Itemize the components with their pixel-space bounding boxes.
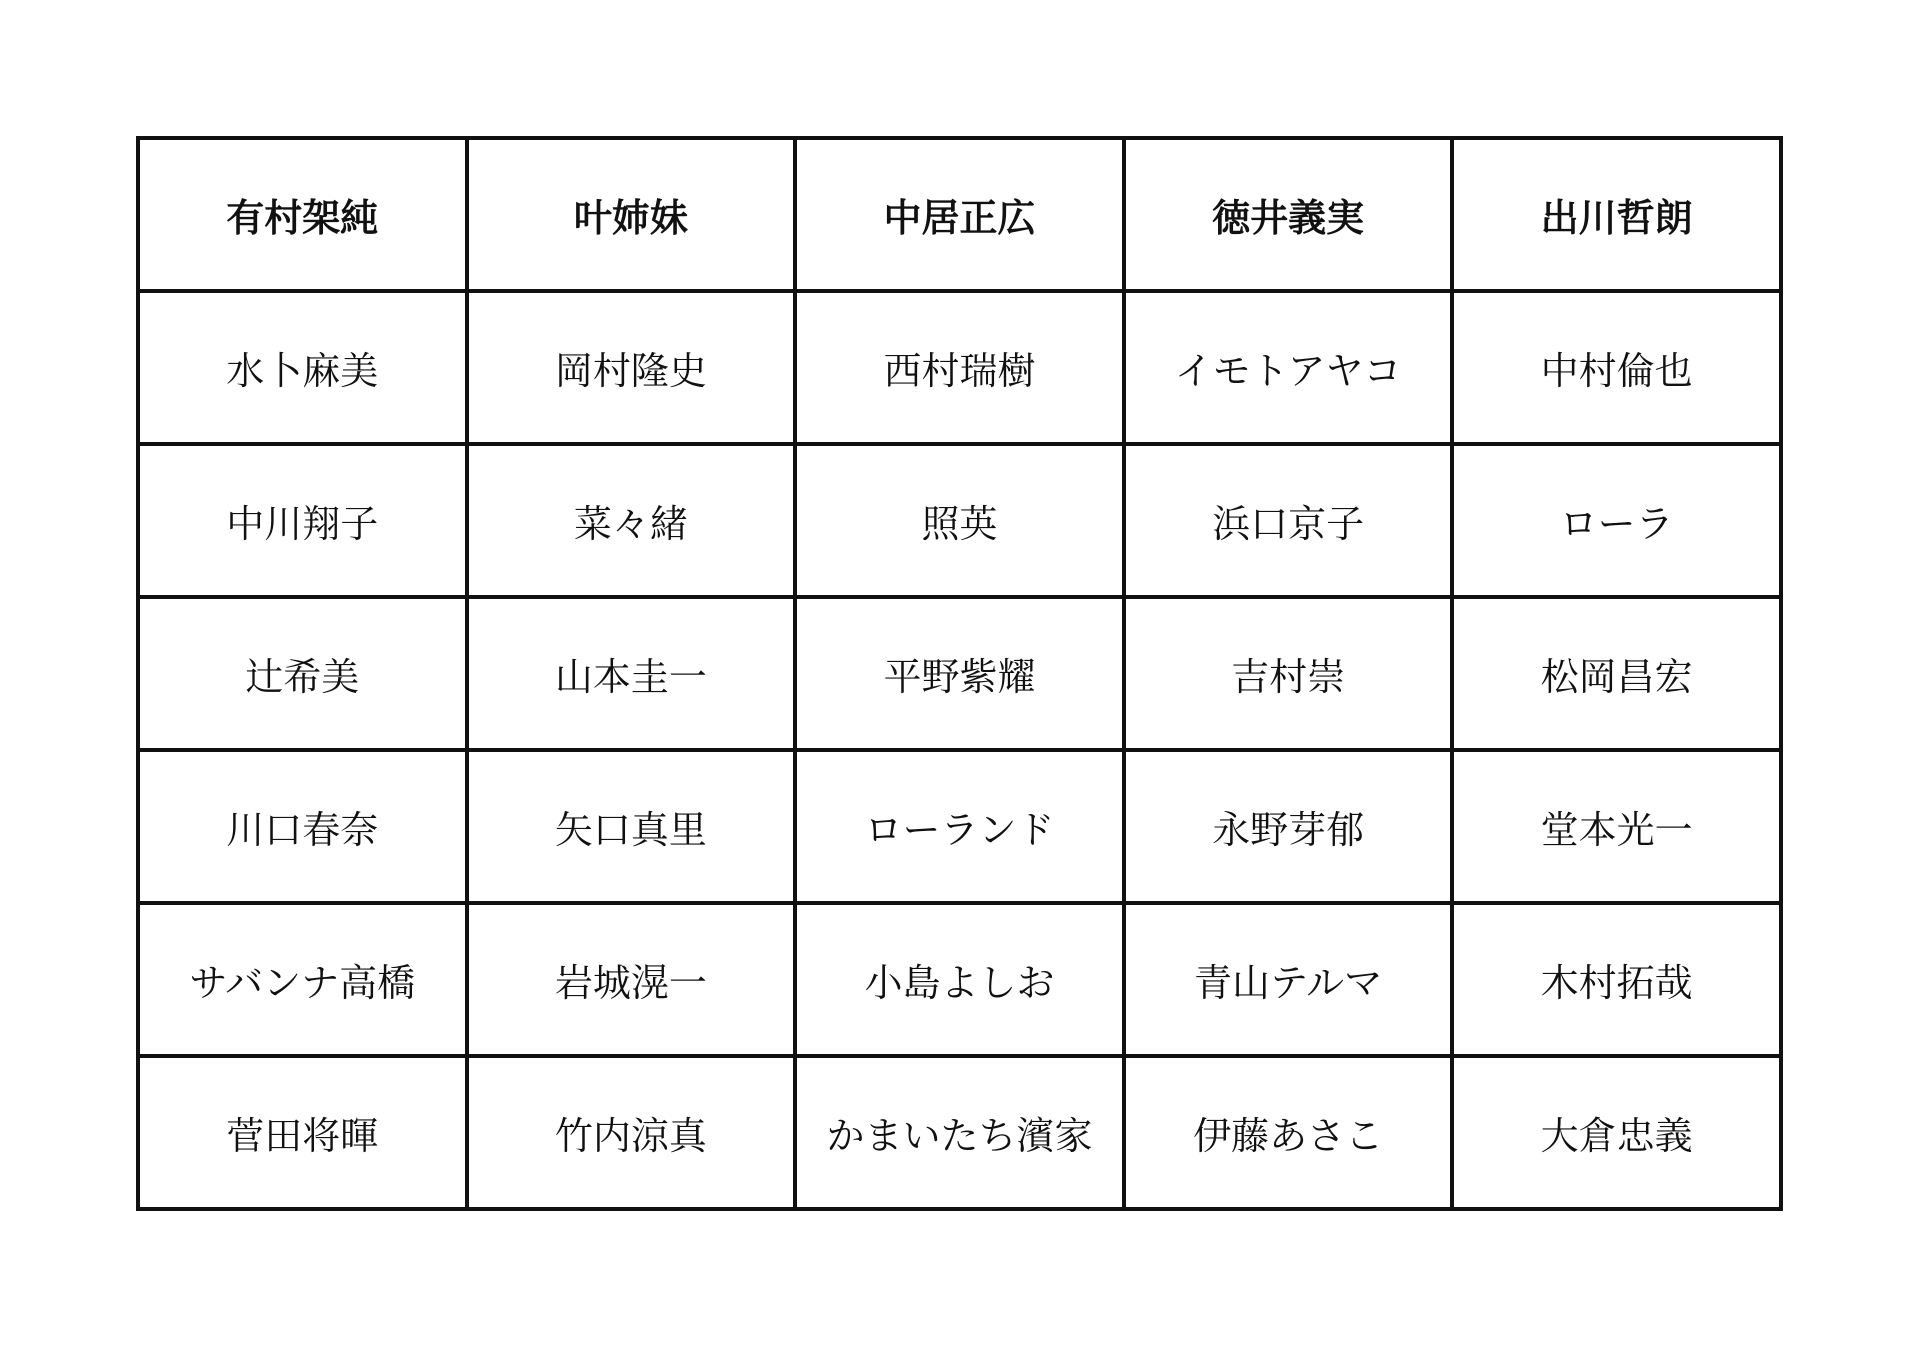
table-row <box>138 1056 1781 1209</box>
table-cell: イモトアヤコ <box>1124 291 1453 444</box>
table-cell: 松岡昌宏 <box>1452 597 1781 750</box>
table-cell: 堂本光一 <box>1452 750 1781 903</box>
header-cell: 徳井義実 <box>1124 138 1453 291</box>
table-cell: 菜々緒 <box>467 444 796 597</box>
table-row <box>138 291 1781 444</box>
table-cell: かまいたち濱家 <box>795 1056 1124 1209</box>
table-cell: 中川翔子 <box>138 444 467 597</box>
table-cell: 大倉忠義 <box>1452 1056 1781 1209</box>
header-cell: 叶姉妹 <box>467 138 796 291</box>
name-grid-table <box>136 136 1783 1211</box>
table-cell: 平野紫耀 <box>795 597 1124 750</box>
table-row <box>138 444 1781 597</box>
table-cell: 矢口真里 <box>467 750 796 903</box>
table-cell: 岩城滉一 <box>467 903 796 1056</box>
header-cell: 出川哲朗 <box>1452 138 1781 291</box>
table-cell: 浜口京子 <box>1124 444 1453 597</box>
table-cell: 永野芽郁 <box>1124 750 1453 903</box>
table-cell: 竹内涼真 <box>467 1056 796 1209</box>
header-cell: 有村架純 <box>138 138 467 291</box>
table-cell: 西村瑞樹 <box>795 291 1124 444</box>
table-cell: 中村倫也 <box>1452 291 1781 444</box>
header-cell: 中居正広 <box>795 138 1124 291</box>
table-cell: 吉村崇 <box>1124 597 1453 750</box>
table-cell: 川口春奈 <box>138 750 467 903</box>
table-cell: 小島よしお <box>795 903 1124 1056</box>
table-cell: 木村拓哉 <box>1452 903 1781 1056</box>
table-cell: ローランド <box>795 750 1124 903</box>
table-cell: 照英 <box>795 444 1124 597</box>
header-row <box>138 138 1781 291</box>
table-row <box>138 750 1781 903</box>
table-cell: 辻希美 <box>138 597 467 750</box>
table-cell: 水卜麻美 <box>138 291 467 444</box>
table-cell: ローラ <box>1452 444 1781 597</box>
table-row <box>138 597 1781 750</box>
table-cell: サバンナ高橋 <box>138 903 467 1056</box>
table-cell: 岡村隆史 <box>467 291 796 444</box>
table-cell: 山本圭一 <box>467 597 796 750</box>
table-cell: 菅田将暉 <box>138 1056 467 1209</box>
table-row <box>138 903 1781 1056</box>
table-cell: 青山テルマ <box>1124 903 1453 1056</box>
table-cell: 伊藤あさこ <box>1124 1056 1453 1209</box>
